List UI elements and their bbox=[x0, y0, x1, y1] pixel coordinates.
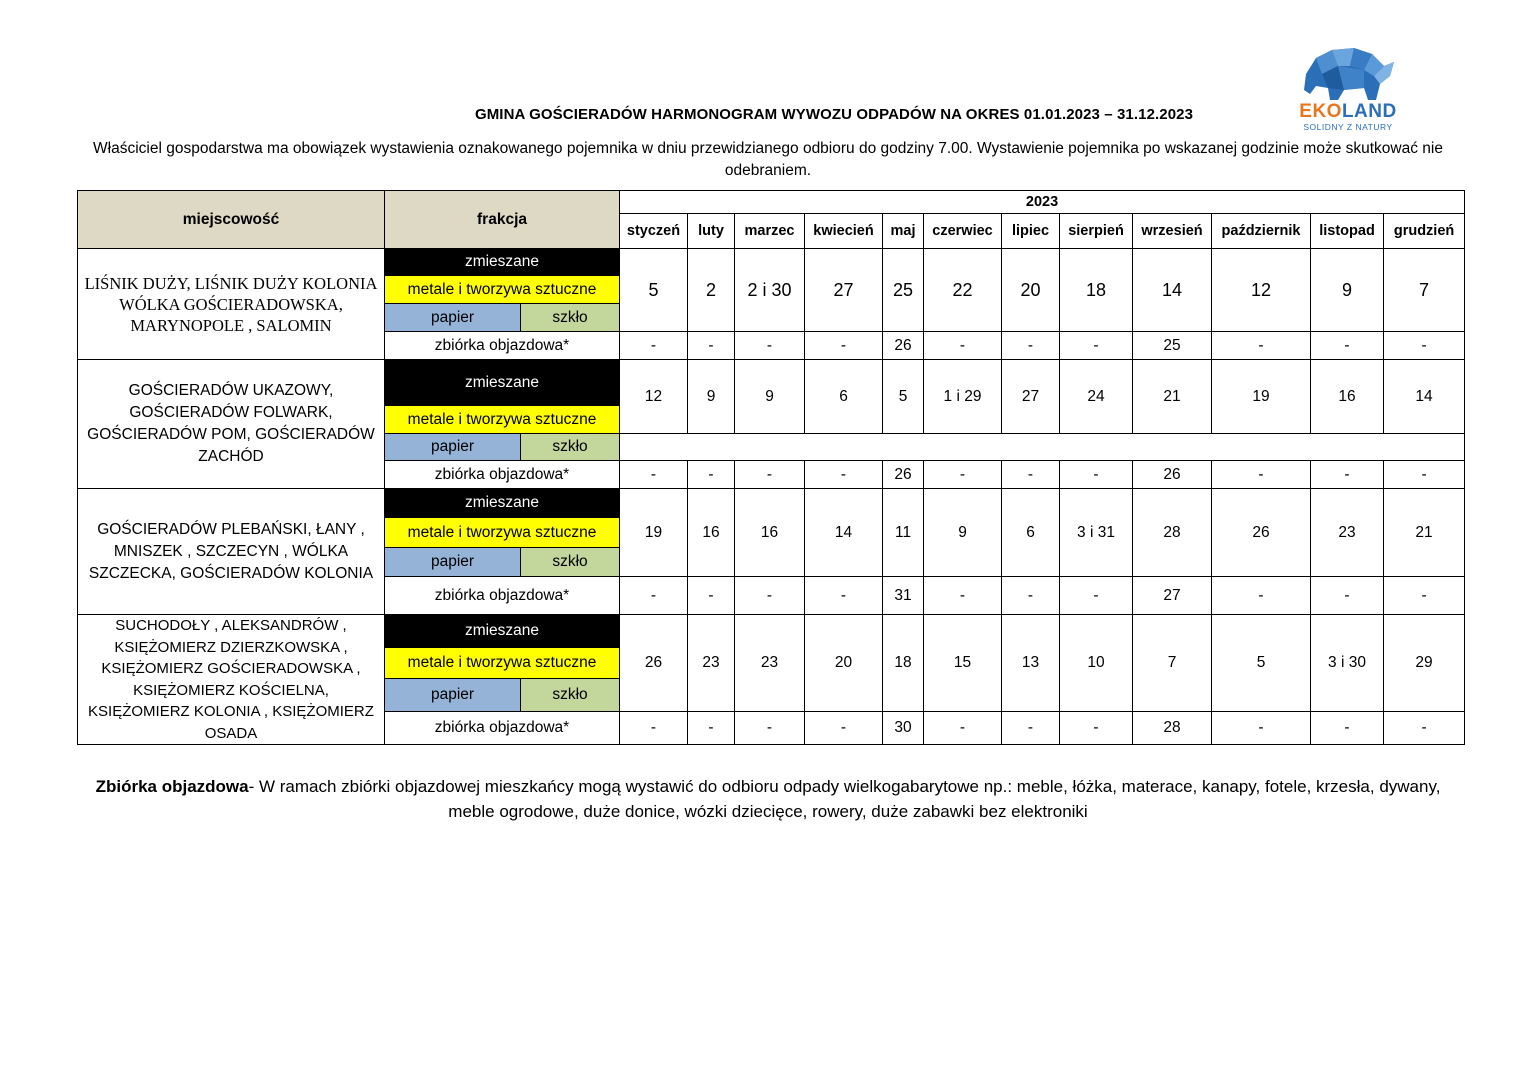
tour-cell: - bbox=[1060, 461, 1133, 489]
date-cell: 14 bbox=[805, 489, 883, 577]
month-header: maj bbox=[883, 214, 924, 249]
date-cell: 2 bbox=[688, 249, 735, 332]
table-row bbox=[78, 360, 1465, 406]
tour-cell: - bbox=[735, 461, 805, 489]
tour-cell: - bbox=[1384, 332, 1465, 360]
month-header: listopad bbox=[1311, 214, 1384, 249]
date-cell: 29 bbox=[1384, 615, 1465, 712]
tour-cell: - bbox=[924, 461, 1002, 489]
date-cell: 1 i 29 bbox=[924, 360, 1002, 434]
tour-cell: - bbox=[805, 577, 883, 615]
date-cell: 16 bbox=[1311, 360, 1384, 434]
date-cell: 14 bbox=[1133, 249, 1212, 332]
date-cell: 9 bbox=[1311, 249, 1384, 332]
tour-cell: - bbox=[1212, 577, 1311, 615]
tour-cell: - bbox=[688, 712, 735, 745]
date-cell: 21 bbox=[1133, 360, 1212, 434]
tour-cell: - bbox=[1060, 712, 1133, 745]
tour-cell: - bbox=[620, 712, 688, 745]
fraction-glass: szkło bbox=[521, 304, 620, 332]
fraction-glass: szkło bbox=[521, 434, 620, 461]
date-cell: 25 bbox=[883, 249, 924, 332]
month-header: sierpień bbox=[1060, 214, 1133, 249]
footnote-text: - W ramach zbiórki objazdowej mieszkańcy mogą wystawić do odbioru odpady wielkogabarytowe np.: meble, łóżka, materace, kanapy, fotele, krzesła, dywany, meble ogrodowe, duże donice, wózki dziecięce, rowery, duże zabawki bez elektroniki bbox=[248, 777, 1441, 821]
date-cell: 2 i 30 bbox=[735, 249, 805, 332]
fraction-paper: papier bbox=[385, 548, 521, 577]
table-row bbox=[78, 249, 1465, 276]
date-cell: 28 bbox=[1133, 489, 1212, 577]
date-cell: 15 bbox=[924, 615, 1002, 712]
date-cell: 7 bbox=[1133, 615, 1212, 712]
fraction-glass: szkło bbox=[521, 679, 620, 712]
tour-cell: - bbox=[1212, 461, 1311, 489]
date-cell: 26 bbox=[1212, 489, 1311, 577]
tour-cell: - bbox=[620, 332, 688, 360]
date-cell: 16 bbox=[735, 489, 805, 577]
tour-cell: - bbox=[805, 332, 883, 360]
date-cell: 24 bbox=[1060, 360, 1133, 434]
date-cell: 9 bbox=[924, 489, 1002, 577]
fraction-tour: zbiórka objazdowa* bbox=[385, 577, 620, 615]
tour-cell: - bbox=[924, 712, 1002, 745]
tour-cell: - bbox=[1384, 712, 1465, 745]
tour-cell: - bbox=[688, 332, 735, 360]
fraction-tour: zbiórka objazdowa* bbox=[385, 712, 620, 745]
date-cell: 3 i 30 bbox=[1311, 615, 1384, 712]
tour-cell: - bbox=[1060, 332, 1133, 360]
fraction-paper: papier bbox=[385, 679, 521, 712]
tour-cell: - bbox=[1311, 332, 1384, 360]
date-cell: 12 bbox=[1212, 249, 1311, 332]
tour-cell: 26 bbox=[883, 332, 924, 360]
intro-text: Właściciel gospodarstwa ma obowiązek wystawienia oznakowanego pojemnika w dniu przewidzianego odbioru do godziny 7.00. Wystawienie pojemnika po wskazanej godzinie może skutkować nie odebraniem. bbox=[93, 140, 1443, 179]
fraction-paper: papier bbox=[385, 434, 521, 461]
table-row bbox=[78, 615, 1465, 648]
fraction-metals: metale i tworzywa sztuczne bbox=[385, 647, 620, 679]
year-header: 2023 bbox=[620, 191, 1465, 214]
logo-name-land: LAND bbox=[1341, 101, 1397, 122]
date-cell: 6 bbox=[805, 360, 883, 434]
footnote bbox=[80, 774, 1456, 824]
date-cell: 7 bbox=[1384, 249, 1465, 332]
date-cell: 18 bbox=[1060, 249, 1133, 332]
date-cell: 20 bbox=[1002, 249, 1060, 332]
ekoland-logo bbox=[1288, 44, 1408, 136]
tour-cell: - bbox=[1002, 712, 1060, 745]
tour-cell: - bbox=[735, 577, 805, 615]
date-cell: 6 bbox=[1002, 489, 1060, 577]
fraction-tour: zbiórka objazdowa* bbox=[385, 332, 620, 360]
date-cell: 23 bbox=[1311, 489, 1384, 577]
tour-cell: - bbox=[1311, 712, 1384, 745]
place-cell: SUCHODOŁY , ALEKSANDRÓW , KSIĘŻOMIERZ DZIERZKOWSKA , KSIĘŻOMIERZ GOŚCIERADOWSKA , KSIĘŻOMIERZ KOŚCIELNA, KSIĘŻOMIERZ KOLONIA , KSIĘŻOMIERZ OSADA bbox=[78, 615, 385, 745]
tour-cell: 30 bbox=[883, 712, 924, 745]
fraction-mixed: zmieszane bbox=[385, 360, 620, 406]
date-cell: 11 bbox=[883, 489, 924, 577]
fraction-mixed: zmieszane bbox=[385, 249, 620, 276]
tour-cell: - bbox=[805, 461, 883, 489]
tour-cell: - bbox=[1060, 577, 1133, 615]
month-header: lipiec bbox=[1002, 214, 1060, 249]
date-cell: 21 bbox=[1384, 489, 1465, 577]
tour-cell: 27 bbox=[1133, 577, 1212, 615]
tour-cell: - bbox=[735, 712, 805, 745]
header-row-year bbox=[78, 191, 1465, 214]
date-cell: 14 bbox=[1384, 360, 1465, 434]
fraction-paper: papier bbox=[385, 304, 521, 332]
place-cell: GOŚCIERADÓW PLEBAŃSKI, ŁANY , MNISZEK , SZCZECYN , WÓLKA SZCZECKA, GOŚCIERADÓW KOLONIA bbox=[78, 489, 385, 615]
tour-cell: - bbox=[1002, 577, 1060, 615]
place-cell: LIŚNIK DUŻY, LIŚNIK DUŻY KOLONIA WÓLKA GOŚCIERADOWSKA, MARYNOPOLE , SALOMIN bbox=[78, 249, 385, 360]
tour-cell: - bbox=[620, 577, 688, 615]
tour-cell: 31 bbox=[883, 577, 924, 615]
footnote-label: Zbiórka objazdowa bbox=[95, 777, 249, 796]
fraction-mixed: zmieszane bbox=[385, 615, 620, 648]
tour-cell: - bbox=[1002, 332, 1060, 360]
date-cell: 16 bbox=[688, 489, 735, 577]
col-header-fraction: frakcja bbox=[385, 191, 620, 249]
tour-cell: - bbox=[924, 332, 1002, 360]
fraction-tour: zbiórka objazdowa* bbox=[385, 461, 620, 489]
date-cell: 5 bbox=[620, 249, 688, 332]
date-cell: 13 bbox=[1002, 615, 1060, 712]
date-cell: 27 bbox=[805, 249, 883, 332]
date-cell: 5 bbox=[883, 360, 924, 434]
month-header: kwiecień bbox=[805, 214, 883, 249]
tour-cell: - bbox=[1311, 461, 1384, 489]
tour-cell: - bbox=[805, 712, 883, 745]
tour-cell: 26 bbox=[1133, 461, 1212, 489]
tour-cell: - bbox=[735, 332, 805, 360]
date-cell: 9 bbox=[735, 360, 805, 434]
date-cell: 23 bbox=[735, 615, 805, 712]
logo-tagline: SOLIDNY Z NATURY bbox=[1303, 122, 1393, 132]
date-cell: 10 bbox=[1060, 615, 1133, 712]
month-header: luty bbox=[688, 214, 735, 249]
tour-cell: 26 bbox=[883, 461, 924, 489]
schedule-table bbox=[77, 190, 1465, 745]
date-cell: 19 bbox=[1212, 360, 1311, 434]
table-row bbox=[78, 489, 1465, 518]
date-cell: 27 bbox=[1002, 360, 1060, 434]
fraction-metals: metale i tworzywa sztuczne bbox=[385, 406, 620, 434]
month-header: czerwiec bbox=[924, 214, 1002, 249]
tour-cell: - bbox=[688, 461, 735, 489]
logo-name-eko: EKO bbox=[1299, 101, 1342, 122]
date-cell: 3 i 31 bbox=[1060, 489, 1133, 577]
fraction-metals: metale i tworzywa sztuczne bbox=[385, 518, 620, 548]
blank-cell bbox=[620, 434, 1465, 461]
month-header: wrzesień bbox=[1133, 214, 1212, 249]
fraction-glass: szkło bbox=[521, 548, 620, 577]
tour-cell: - bbox=[924, 577, 1002, 615]
tour-cell: - bbox=[1311, 577, 1384, 615]
tour-cell: 25 bbox=[1133, 332, 1212, 360]
date-cell: 20 bbox=[805, 615, 883, 712]
tour-cell: - bbox=[1212, 332, 1311, 360]
tour-cell: - bbox=[1002, 461, 1060, 489]
date-cell: 18 bbox=[883, 615, 924, 712]
tour-cell: 28 bbox=[1133, 712, 1212, 745]
date-cell: 9 bbox=[688, 360, 735, 434]
month-header: grudzień bbox=[1384, 214, 1465, 249]
date-cell: 22 bbox=[924, 249, 1002, 332]
fraction-metals: metale i tworzywa sztuczne bbox=[385, 276, 620, 304]
place-cell: GOŚCIERADÓW UKAZOWY, GOŚCIERADÓW FOLWARK, GOŚCIERADÓW POM, GOŚCIERADÓW ZACHÓD bbox=[78, 360, 385, 489]
page-title: GMINA GOŚCIERADÓW HARMONOGRAM WYWOZU ODPADÓW NA OKRES 01.01.2023 – 31.12.2023 bbox=[474, 106, 1194, 123]
tour-cell: - bbox=[620, 461, 688, 489]
fraction-mixed: zmieszane bbox=[385, 489, 620, 518]
month-header: marzec bbox=[735, 214, 805, 249]
date-cell: 5 bbox=[1212, 615, 1311, 712]
tour-cell: - bbox=[688, 577, 735, 615]
bison-icon bbox=[1298, 44, 1398, 102]
month-header: styczeń bbox=[620, 214, 688, 249]
date-cell: 12 bbox=[620, 360, 688, 434]
tour-cell: - bbox=[1212, 712, 1311, 745]
date-cell: 19 bbox=[620, 489, 688, 577]
tour-cell: - bbox=[1384, 461, 1465, 489]
date-cell: 26 bbox=[620, 615, 688, 712]
date-cell: 23 bbox=[688, 615, 735, 712]
month-header: październik bbox=[1212, 214, 1311, 249]
col-header-place: miejscowość bbox=[78, 191, 385, 249]
tour-cell: - bbox=[1384, 577, 1465, 615]
